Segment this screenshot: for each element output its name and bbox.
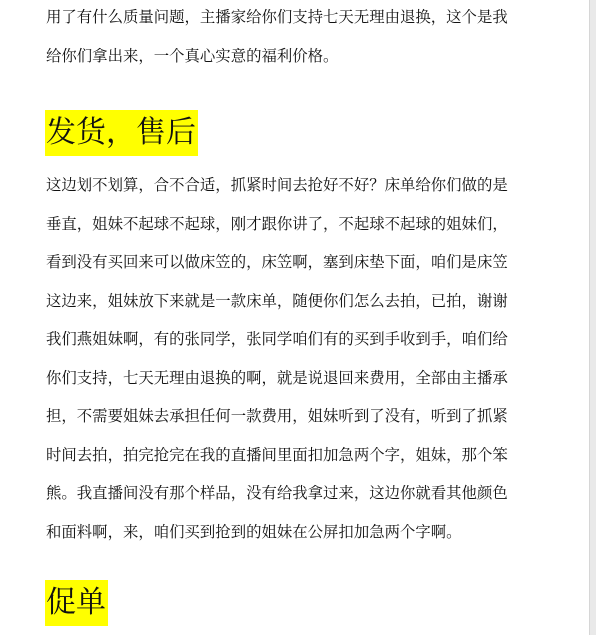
paragraph-line: 和面料啊，来，咱们买到抢到的姐妹在公屏扣加急两个字啊。 — [46, 522, 462, 541]
paragraph-line: 我们燕姐妹啊，有的张同学，张同学咱们有的买到手收到手，咱们给 — [46, 330, 508, 348]
paragraph-line: 用了有什么质量问题，主播家给你们支持七天无理由退换，这个是我 — [46, 8, 508, 26]
paragraph-line: 这边划不划算，合不合适，抓紧时间去抢好不好？床单给你们做的是 — [46, 176, 508, 194]
paragraph-line: 你们支持，七天无理由退换的啊，就是说退回来费用，全部由主播承 — [46, 368, 508, 387]
paragraph-line: 担，不需要姐妹去承担任何一款费用，姐妹听到了没有，听到了抓紧 — [46, 407, 508, 425]
paragraph-intro — [46, 0, 546, 75]
paragraph-main — [46, 166, 546, 551]
paragraph-line: 看到没有买回来可以做床笠的，床笠啊，塞到床垫下面，咱们是床笠 — [46, 253, 508, 271]
paragraph-line: 垂直，姐妹不起球不起球，刚才跟你讲了，不起球不起球的姐妹们， — [46, 214, 508, 233]
paragraph-line: 时间去拍，拍完抢完在我的直播间里面扣加急两个字，姐妹，那个笨 — [46, 445, 508, 464]
paragraph-line: 给你们拿出来，一个真心实意的福利价格。 — [46, 46, 339, 65]
paragraph-line: 熊。我直播间没有那个样品，没有给我拿过来，这边你就看其他颜色 — [46, 484, 508, 502]
page-edge — [589, 0, 596, 635]
section-heading-shipping-aftersales: 发货，售后 — [45, 110, 198, 156]
paragraph-line: 这边来，姐妹放下来就是一款床单，随便你们怎么去拍，已拍，谢谢 — [46, 291, 508, 310]
section-heading-urge-order: 促单 — [45, 580, 108, 626]
